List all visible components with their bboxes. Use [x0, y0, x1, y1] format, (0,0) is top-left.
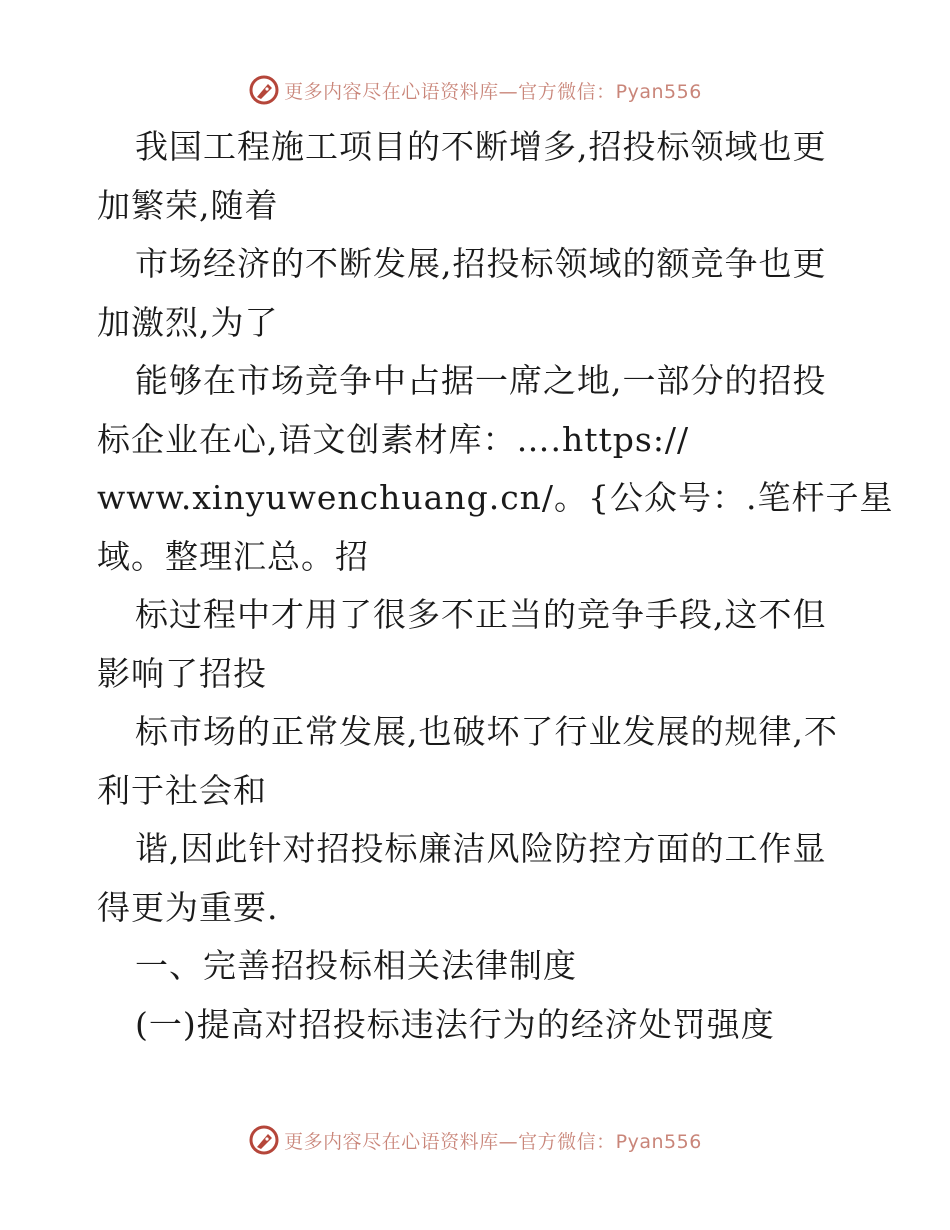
paragraph-line: 域。整理汇总。招 [97, 536, 369, 576]
paragraph-line: www.xinyuwenchuang.cn/。{公众号：.笔杆子星 [97, 478, 894, 517]
paragraph-line: 加繁荣,随着 [97, 185, 279, 225]
watermark-text: 更多内容尽在心语资料库—官方微信：Pyan556 [284, 80, 702, 103]
document-body [97, 118, 894, 1054]
paragraph-line: 利于社会和 [97, 770, 267, 810]
pen-nib-circle-icon [248, 74, 280, 106]
paragraph-line: 我国工程施工项目的不断增多,招投标领域也更 [135, 127, 827, 166]
watermark-footer [0, 1120, 950, 1160]
paragraph-line: 影响了招投 [97, 653, 267, 693]
subsection-heading: (一)提高对招投标违法行为的经济处罚强度 [135, 1004, 775, 1044]
pen-nib-circle-icon [248, 1124, 280, 1156]
paragraph-line: 标市场的正常发展,也破坏了行业发展的规律,不 [135, 712, 838, 751]
paragraph-line: 能够在市场竞争中占据一席之地,一部分的招投 [135, 361, 827, 400]
paragraph-line: 加激烈,为了 [97, 302, 279, 342]
paragraph-line: 标过程中才用了很多不正当的竞争手段,这不但 [135, 595, 827, 634]
watermark-header [0, 70, 950, 110]
paragraph-line: 市场经济的不断发展,招投标领域的额竞争也更 [135, 244, 827, 283]
section-heading: 一、完善招投标相关法律制度 [135, 946, 577, 985]
paragraph-line: 得更为重要. [97, 887, 279, 927]
paragraph-line: 谐,因此针对招投标廉洁风险防控方面的工作显 [135, 829, 827, 868]
paragraph-line: 标企业在心,语文创素材库：….https:// [97, 419, 690, 459]
watermark-text: 更多内容尽在心语资料库—官方微信：Pyan556 [284, 1130, 702, 1153]
